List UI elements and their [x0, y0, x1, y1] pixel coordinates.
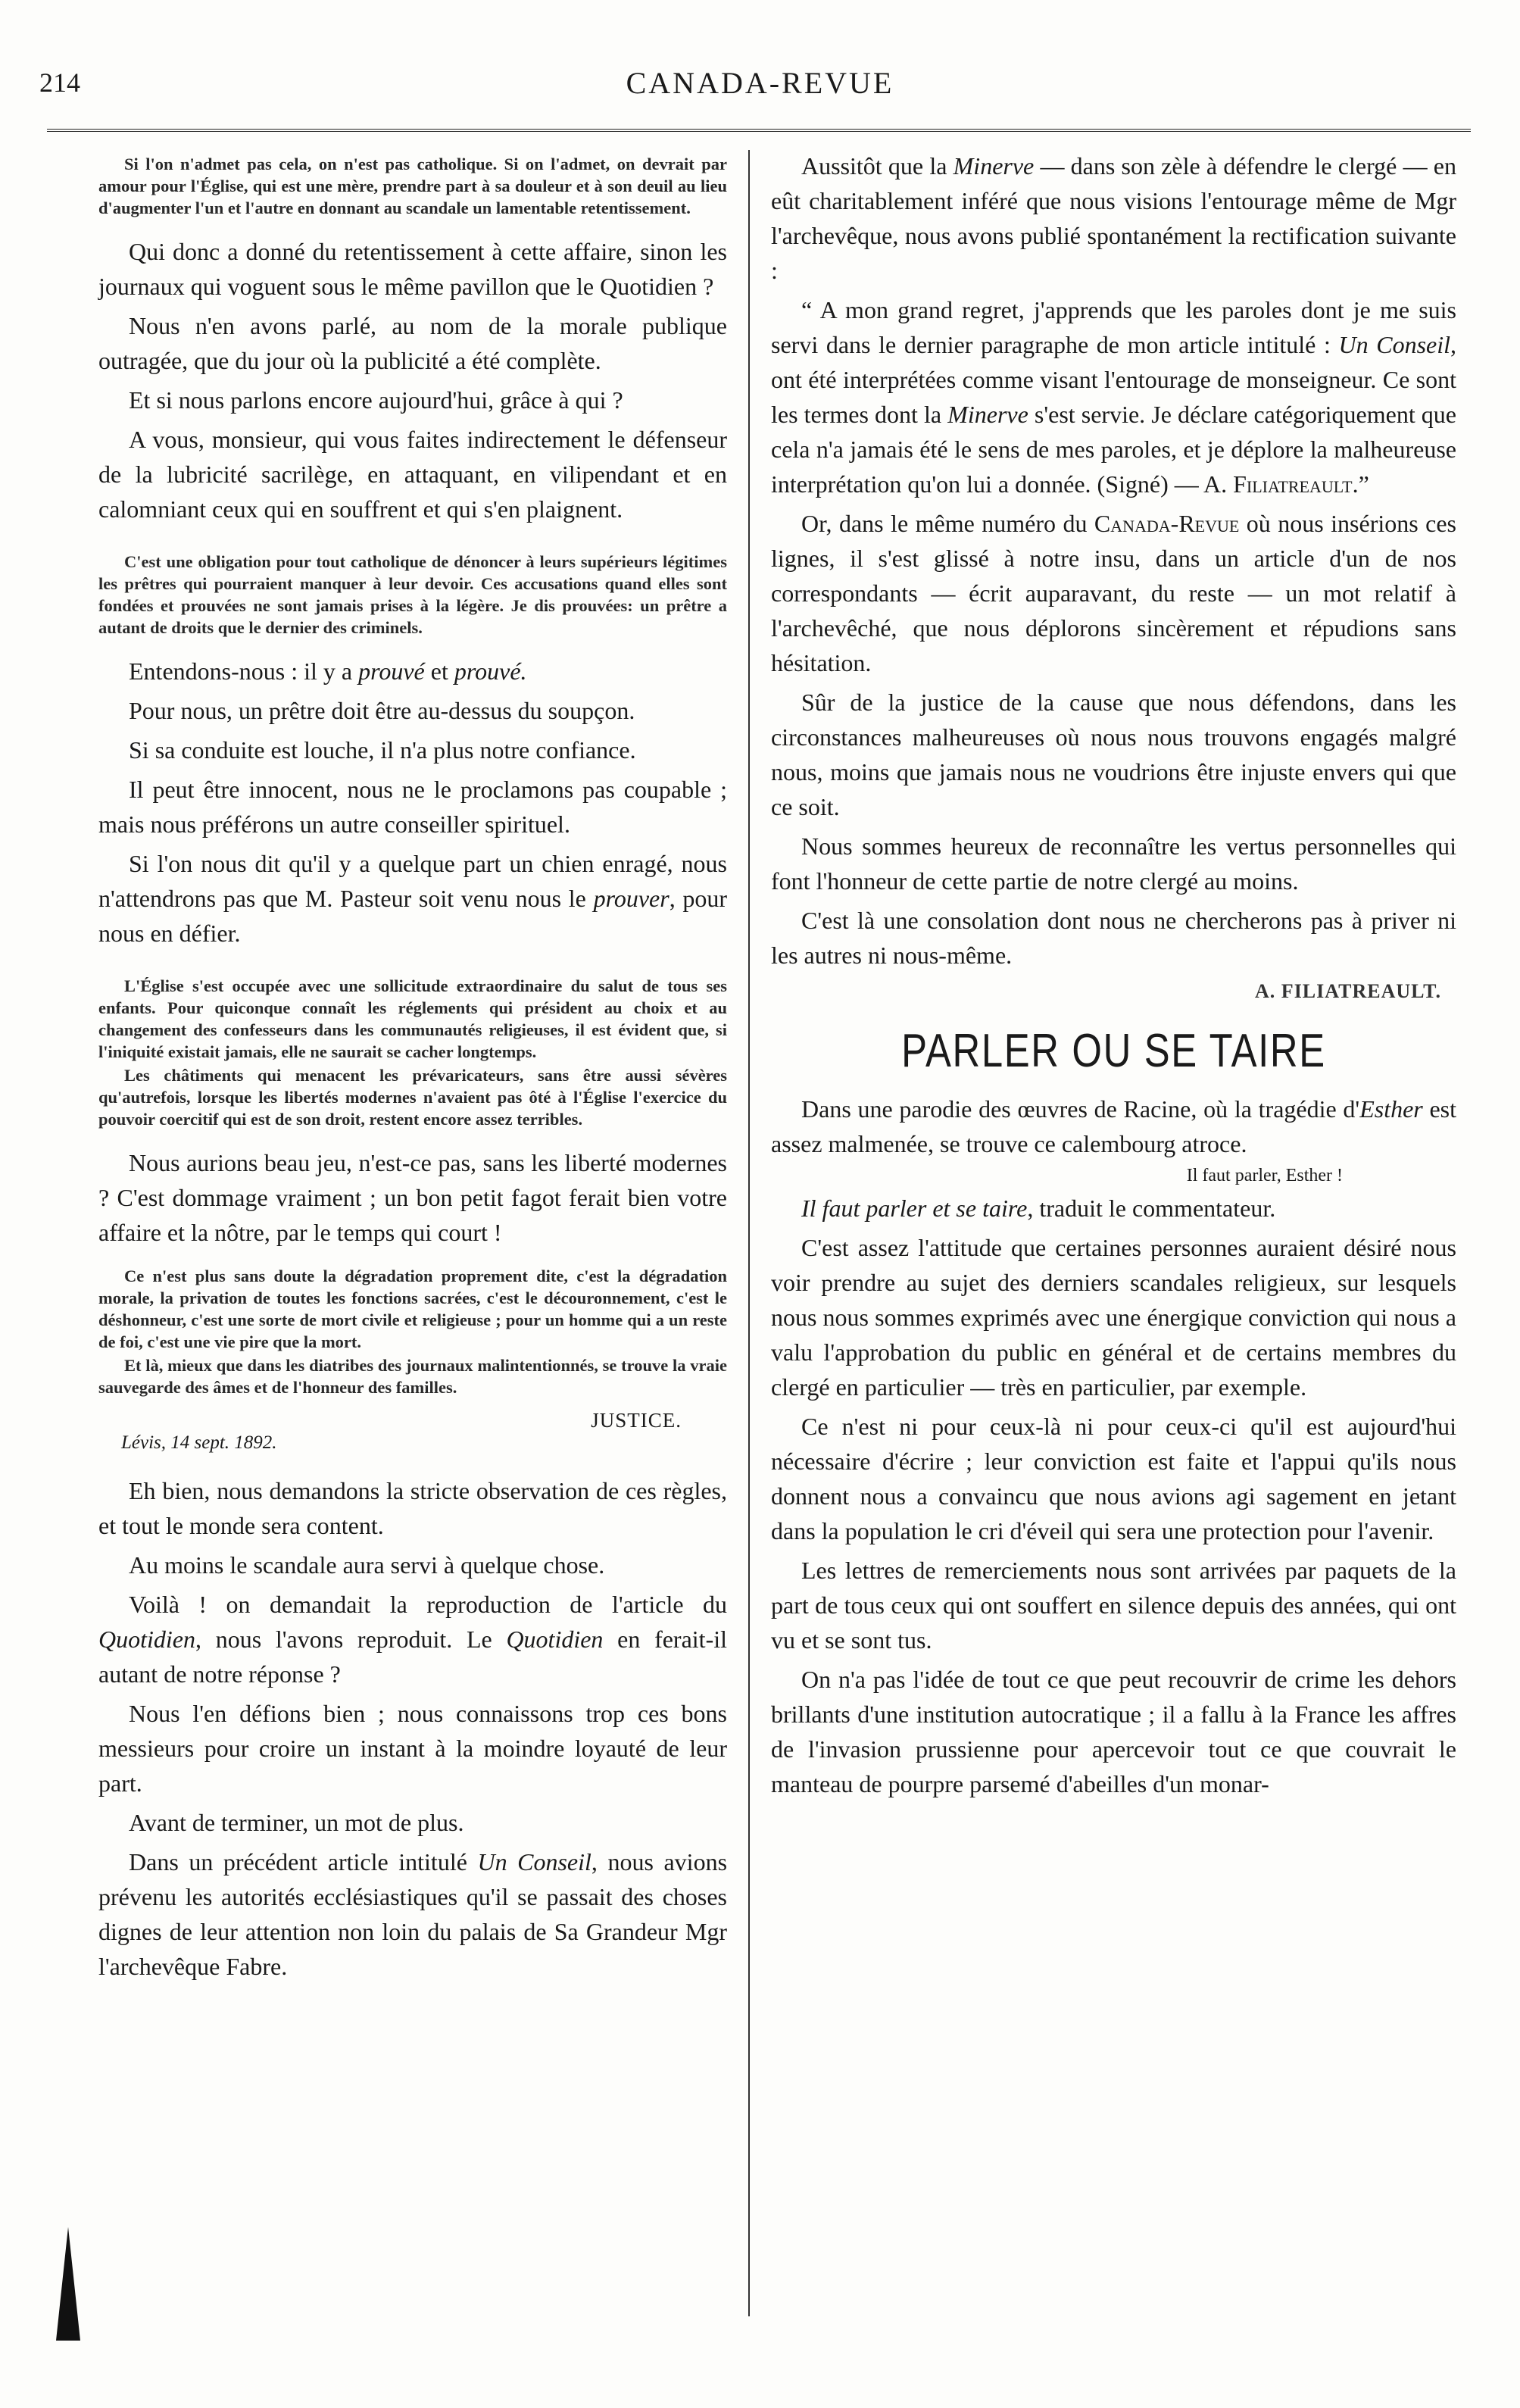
italic-text: Minerve [953, 152, 1035, 180]
text-span: .” [1352, 470, 1369, 498]
footnote-paragraph: Si l'on n'admet pas cela, on n'est pas catholique. Si on l'admet, on devrait par amour pour l'Église, qui est une mère, prendre part à sa douleur et à son deuil au lieu d'augmenter l'un et l'autre en donnant au scandale un lamentable retentissement. [98, 155, 727, 217]
quoted-verse: Il faut parler, Esther ! [1186, 1166, 1343, 1185]
italic-text: Quotidien [506, 1626, 604, 1653]
body-paragraph: Si sa conduite est louche, il n'a plus notre confiance. [129, 736, 636, 764]
text-span: , pour nous en défier. [98, 885, 728, 947]
text-span: où nous insérions ces lignes, il s'est glissé à notre insu, dans un article d'un de nos correspondants — écrit auparavant, du reste — un mot relatif à l'archevêché, que nous déplorons sincèrement et répudions sans hésitation. [771, 510, 1456, 676]
small-caps-text: Filiatreault [1233, 470, 1353, 498]
footnote-paragraph: Ce n'est plus sans doute la dégradation proprement dite, c'est la dégradation morale, la privation de toutes les fonctions sacrées, c'est le découronnement, c'est le déshonneur, c'est une sorte de mort civile et religieuse ; pour un homme qui a un reste de foi, c'est une vie pire que la mort. [98, 1266, 727, 1351]
body-paragraph: Avant de terminer, un mot de plus. [129, 1809, 464, 1836]
quoted-paragraph [771, 292, 1456, 501]
body-paragraph: Au moins le scandale aura servi à quelque chose. [129, 1551, 605, 1579]
footnote-paragraph: Les châtiments qui menacent les prévaricateurs, sans être aussi sévères qu'autrefois, lorsque les libertés modernes n'avaient pas ôté à l'Église l'exercice du pouvoir coercitif qui est de son droit, restent encore assez terribles. [98, 1066, 727, 1129]
text-span: , traduit le commentateur. [1027, 1195, 1276, 1222]
left-column [98, 148, 727, 1988]
text-span: Dans un précédent article intitulé [129, 1848, 478, 1875]
text-span: en ferait-il autant de notre réponse ? [98, 1626, 728, 1688]
body-paragraph: On n'a pas l'idée de tout ce que peut recouvrir de crime les dehors brillants d'une institution autocratique ; il a fallu à la France les affres de l'invasion prussienne pour apercevoir tout ce que couvrait le manteau de pourpre parsemé d'abeilles d'un monar- [771, 1666, 1456, 1797]
text-span: Voilà ! on demandait la reproduction de l'article du [129, 1591, 727, 1618]
text-span: , nous avions prévenu les autorités ecclésiastiques qu'il se passait des choses dignes de leur attention non loin du palais de Sa Grandeur Mgr l'archevêque Fabre. [98, 1848, 728, 1980]
body-paragraph: Qui donc a donné du retentissement à cette affaire, sinon les journaux qui voguent sous le même pavillon que le Quotidien ? [98, 238, 727, 300]
body-paragraph: C'est assez l'attitude que certaines personnes auraient désiré nous voir prendre au sujet des derniers scandales religieux, sur lesquels nous nous sommes exprimés avec une énergique conviction qui nous a valu l'approbation du public en général et de certains membres du clergé en particulier — très en particulier, par exemple. [771, 1234, 1456, 1401]
text-span: — dans son zèle à défendre le clergé — en eût charitablement inféré que nous visions l'entourage même de Mgr l'archevêque, nous avons publié spontanément la rectification suivante : [771, 152, 1457, 284]
body-paragraph: Les lettres de remerciements nous sont arrivées par paquets de la part de tous ceux qui ont souffert en silence depuis des années, qui ont vu et se sont tus. [771, 1557, 1456, 1654]
place-date: Lévis, 14 sept. 1892. [121, 1432, 277, 1453]
author-signature: A. FILIATREAULT. [1255, 980, 1441, 1002]
body-paragraph [98, 1587, 727, 1691]
header-rule [47, 129, 1471, 132]
body-paragraph [771, 148, 1456, 288]
text-span: Dans une parodie des œuvres de Racine, où la tragédie d' [801, 1095, 1360, 1123]
text-span: est assez malmenée, se trouve ce calembourg atroce. [771, 1095, 1457, 1157]
body-paragraph: Nous aurions beau jeu, n'est-ce pas, sans les liberté modernes ? C'est dommage vraiment ; un bon petit fagot ferait bien votre affaire et la nôtre, par le temps qui court ! [98, 1149, 727, 1246]
italic-text: Un Conseil [477, 1848, 591, 1875]
body-paragraph [98, 654, 727, 689]
italic-text: Un Conseil [1338, 331, 1451, 358]
body-paragraph [98, 1844, 727, 1984]
italic-text: Minerve [947, 401, 1028, 428]
text-span: “ A mon grand regret, j'apprends que les paroles dont je me suis servi dans le dernier paragraphe de mon article intitulé : [771, 296, 1456, 358]
running-head-title: CANADA-REVUE [626, 66, 894, 100]
text-span: , nous l'avons reproduit. Le [195, 1626, 507, 1653]
body-paragraph [771, 506, 1456, 680]
body-paragraph: Il peut être innocent, nous ne le proclamons pas coupable ; mais nous préférons un autre conseiller spirituel. [98, 776, 727, 838]
text-span: et [424, 657, 454, 685]
small-caps-text: Canada-Revue [1094, 510, 1240, 537]
right-column [771, 148, 1456, 1806]
text-span: , ont été interprétées comme visant l'entourage de monseigneur. Ce sont les termes dont la [771, 331, 1457, 428]
body-paragraph: Eh bien, nous demandons la stricte observation de ces règles, et tout le monde sera content. [98, 1477, 727, 1539]
text-span: Aussitôt que la [801, 152, 954, 180]
body-paragraph: C'est là une consolation dont nous ne chercherons pas à priver ni les autres ni nous-même. [771, 907, 1456, 969]
body-paragraph [771, 1191, 1456, 1226]
body-paragraph: Et si nous parlons encore aujourd'hui, grâce à qui ? [129, 386, 623, 414]
body-paragraph: Nous sommes heureux de reconnaître les vertus personnelles qui font l'honneur de cette partie de notre clergé au moins. [771, 832, 1456, 895]
body-paragraph: Sûr de la justice de la cause que nous défendons, dans les circonstances malheureuses où nous nous trouvons engagés malgré nous, moins que jamais nous ne voudrions être injuste envers qui que ce soit. [771, 689, 1456, 820]
margin-marker [56, 2227, 80, 2341]
body-paragraph [98, 846, 727, 951]
italic-text: prouvé. [454, 657, 527, 685]
signature-justice: JUSTICE. [591, 1409, 682, 1432]
text-span: Si l'on nous dit qu'il y a quelque part un chien enragé, nous n'attendrons pas que M. Pasteur soit venu nous le [98, 850, 727, 912]
italic-text: prouver [593, 885, 669, 912]
text-span: Or, dans le même numéro du [801, 510, 1094, 537]
body-paragraph: Nous n'en avons parlé, au nom de la morale publique outragée, que du jour où la publicité a été complète. [98, 312, 727, 374]
body-paragraph: Ce n'est ni pour ceux-là ni pour ceux-ci qu'il est aujourd'hui nécessaire d'écrire ; leur conviction est faite et l'appui qu'ils nous donnent nous a convaincu que nous avions agi sagement en jetant dans la population le cri d'éveil qui sera une protection pour l'avenir. [771, 1413, 1456, 1544]
text-span: Entendons-nous : il y a [129, 657, 359, 685]
page-number: 214 [39, 67, 80, 98]
footnote-paragraph: L'Église s'est occupée avec une sollicitude extraordinaire du salut de tous ses enfants. Pour quiconque connaît les réglements qui président au choix et au changement des confesseurs dans les communautés religieuses, il est évident que, si l'iniquité existait jamais, elle ne saurait se cacher longtemps. [98, 976, 727, 1061]
text-span: s'est servie. Je déclare catégoriquement que cela n'a jamais été le sens de mes paroles, et je déplore la malheureuse interprétation qu'on lui a donnée. (Signé) — A. [771, 401, 1456, 498]
column-divider [748, 150, 750, 2316]
body-paragraph: A vous, monsieur, qui vous faites indirectement le défenseur de la lubricité sacrilège, en attaquant, en vilipendant et en calomniant ceux qui en souffrent et qui s'en plaignent. [98, 426, 727, 523]
footnote-paragraph: Et là, mieux que dans les diatribes des journaux malintentionnés, se trouve la vraie sauvegarde des âmes et de l'honneur des familles. [98, 1356, 727, 1397]
body-paragraph [771, 1092, 1456, 1161]
article-title: PARLER OU SE TAIRE [901, 1025, 1326, 1077]
body-paragraph: Nous l'en défions bien ; nous connaissons trop ces bons messieurs pour croire un instant à la moindre loyauté de leur part. [98, 1700, 727, 1797]
italic-text: Quotidien [98, 1626, 195, 1653]
italic-text: Esther [1359, 1095, 1423, 1123]
body-paragraph: Pour nous, un prêtre doit être au-dessus du soupçon. [129, 697, 635, 724]
italic-text: Il faut parler et se taire [801, 1195, 1028, 1222]
italic-text: prouvé [358, 657, 425, 685]
footnote-paragraph: C'est une obligation pour tout catholique de dénoncer à leurs supérieurs légitimes les prêtres qui pourraient manquer à leur devoir. Ces accusations quand elles sont fondées et prouvées ne sont jamais prises à la légère. Je dis prouvées: un prêtre a autant de droits que le dernier des criminels. [98, 552, 727, 637]
